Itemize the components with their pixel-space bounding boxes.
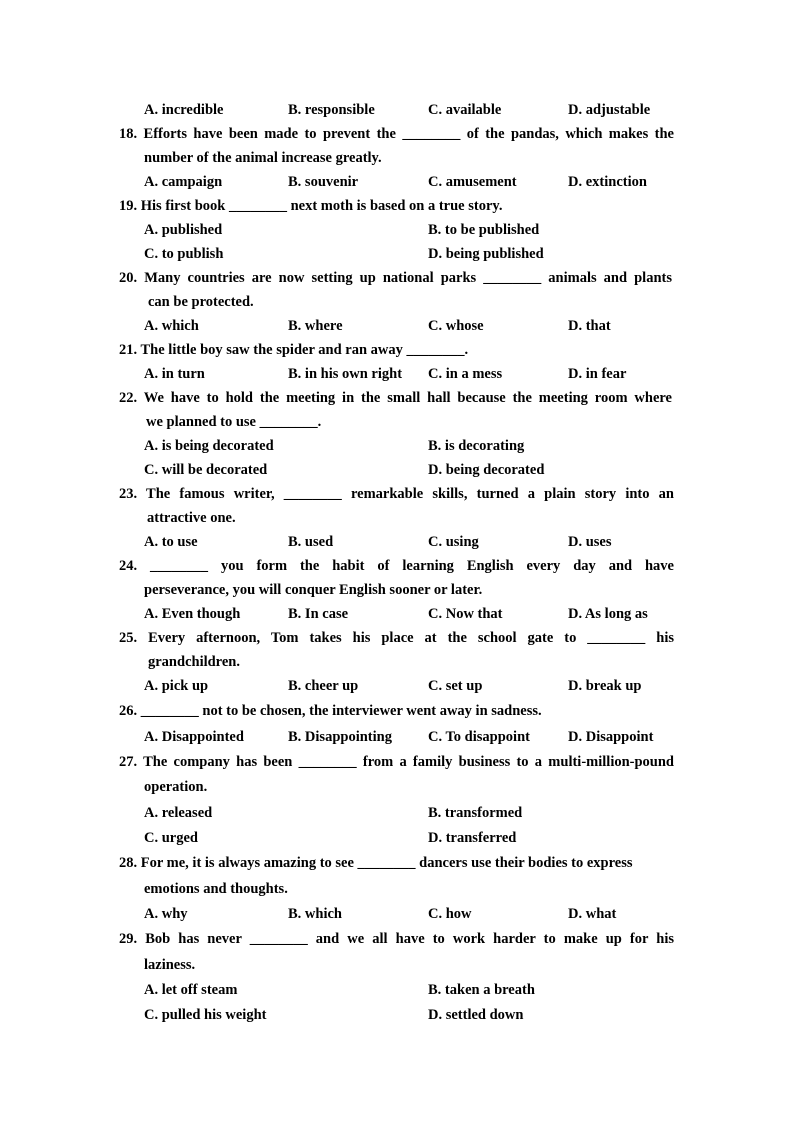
q25-stem-line-1: 25. Every afternoon, Tom takes his place at the school gate to ________ his — [119, 630, 674, 646]
q23-stem-line-2: attractive one. — [147, 510, 236, 526]
q17-option-a: A. incredible — [144, 102, 224, 118]
q18-stem-line-1: 18. Efforts have been made to prevent the ________ of the pandas, which makes the — [119, 126, 674, 142]
q21-option-c: C. in a mess — [428, 366, 503, 382]
q25-option-c: C. set up — [428, 678, 483, 694]
q19-option-d: D. being published — [428, 246, 544, 262]
q18-option-c: C. amusement — [428, 174, 517, 190]
q26-option-a: A. Disappointed — [144, 729, 244, 745]
q27-option-c: C. urged — [144, 830, 198, 846]
q27-option-d: D. transferred — [428, 830, 517, 846]
q29-option-a: A. let off steam — [144, 982, 238, 998]
q20-option-d: D. that — [568, 318, 611, 334]
q21-option-b: B. in his own right — [288, 366, 403, 382]
q22-option-d: D. being decorated — [428, 462, 545, 478]
q24-option-a: A. Even though — [144, 606, 241, 622]
q27-stem-line-1: 27. The company has been ________ from a family business to a multi-million-pound — [119, 754, 674, 770]
q25-option-d: D. break up — [568, 678, 642, 694]
q29-stem-line-1: 29. Bob has never ________ and we all have to work harder to make up for his — [119, 931, 674, 947]
q18-option-b: B. souvenir — [288, 174, 359, 190]
q17-option-c: C. available — [428, 102, 502, 118]
q29-option-b: B. taken a breath — [428, 982, 535, 998]
q26-option-b: B. Disappointing — [288, 729, 392, 745]
q23-option-a: A. to use — [144, 534, 198, 550]
q19-option-c: C. to publish — [144, 246, 224, 262]
q28-option-a: A. why — [144, 906, 188, 922]
q27-stem-line-2: operation. — [144, 779, 208, 795]
q28-option-d: D. what — [568, 906, 617, 922]
q24-option-d: D. As long as — [568, 606, 648, 622]
q17-option-d: D. adjustable — [568, 102, 651, 118]
q21-option-a: A. in turn — [144, 366, 205, 382]
q29-option-c: C. pulled his weight — [144, 1007, 267, 1023]
q19-option-b: B. to be published — [428, 222, 540, 238]
q24-option-c: C. Now that — [428, 606, 503, 622]
q28-stem-line-2: emotions and thoughts. — [144, 881, 288, 897]
q26-option-d: D. Disappoint — [568, 729, 654, 745]
q22-option-c: C. will be decorated — [144, 462, 268, 478]
q20-option-a: A. which — [144, 318, 199, 334]
q23-option-b: B. used — [288, 534, 334, 550]
q29-option-d: D. settled down — [428, 1007, 524, 1023]
q24-stem-line-2: perseverance, you will conquer English sooner or later. — [144, 582, 483, 598]
q20-option-b: B. where — [288, 318, 343, 334]
q20-option-c: C. whose — [428, 318, 484, 334]
q22-option-b: B. is decorating — [428, 438, 525, 454]
q20-stem-line-2: can be protected. — [148, 294, 254, 310]
q21-option-d: D. in fear — [568, 366, 627, 382]
q25-stem-line-2: grandchildren. — [148, 654, 240, 670]
q28-option-c: C. how — [428, 906, 472, 922]
q19-stem-line-1: 19. His first book ________ next moth is based on a true story. — [119, 198, 503, 214]
q18-option-a: A. campaign — [144, 174, 223, 190]
q19-option-a: A. published — [144, 222, 223, 238]
q22-stem-line-2: we planned to use ________. — [146, 414, 322, 430]
q27-option-a: A. released — [144, 805, 213, 821]
q25-option-a: A. pick up — [144, 678, 209, 694]
q27-option-b: B. transformed — [428, 805, 523, 821]
q24-option-b: B. In case — [288, 606, 349, 622]
q18-stem-line-2: number of the animal increase greatly. — [144, 150, 382, 166]
q25-option-b: B. cheer up — [288, 678, 359, 694]
q23-option-d: D. uses — [568, 534, 612, 550]
q23-option-c: C. using — [428, 534, 479, 550]
q18-option-d: D. extinction — [568, 174, 647, 190]
q21-stem-line-1: 21. The little boy saw the spider and ran away ________. — [119, 342, 469, 358]
q22-option-a: A. is being decorated — [144, 438, 274, 454]
q28-stem-line-1: 28. For me, it is always amazing to see ________ dancers use their bodies to express — [119, 855, 633, 871]
q28-option-b: B. which — [288, 906, 342, 922]
q24-stem-line-1: 24. ________ you form the habit of learning English every day and have — [119, 558, 674, 574]
q26-option-c: C. To disappoint — [428, 729, 530, 745]
q23-stem-line-1: 23. The famous writer, ________ remarkable skills, turned a plain story into an — [119, 486, 674, 502]
q20-stem-line-1: 20. Many countries are now setting up national parks ________ animals and plants — [119, 270, 672, 286]
q22-stem-line-1: 22. We have to hold the meeting in the small hall because the meeting room where — [119, 390, 672, 406]
q29-stem-line-2: laziness. — [144, 957, 196, 973]
q26-stem-line-1: 26. ________ not to be chosen, the interviewer went away in sadness. — [119, 703, 542, 719]
q17-option-b: B. responsible — [288, 102, 375, 118]
